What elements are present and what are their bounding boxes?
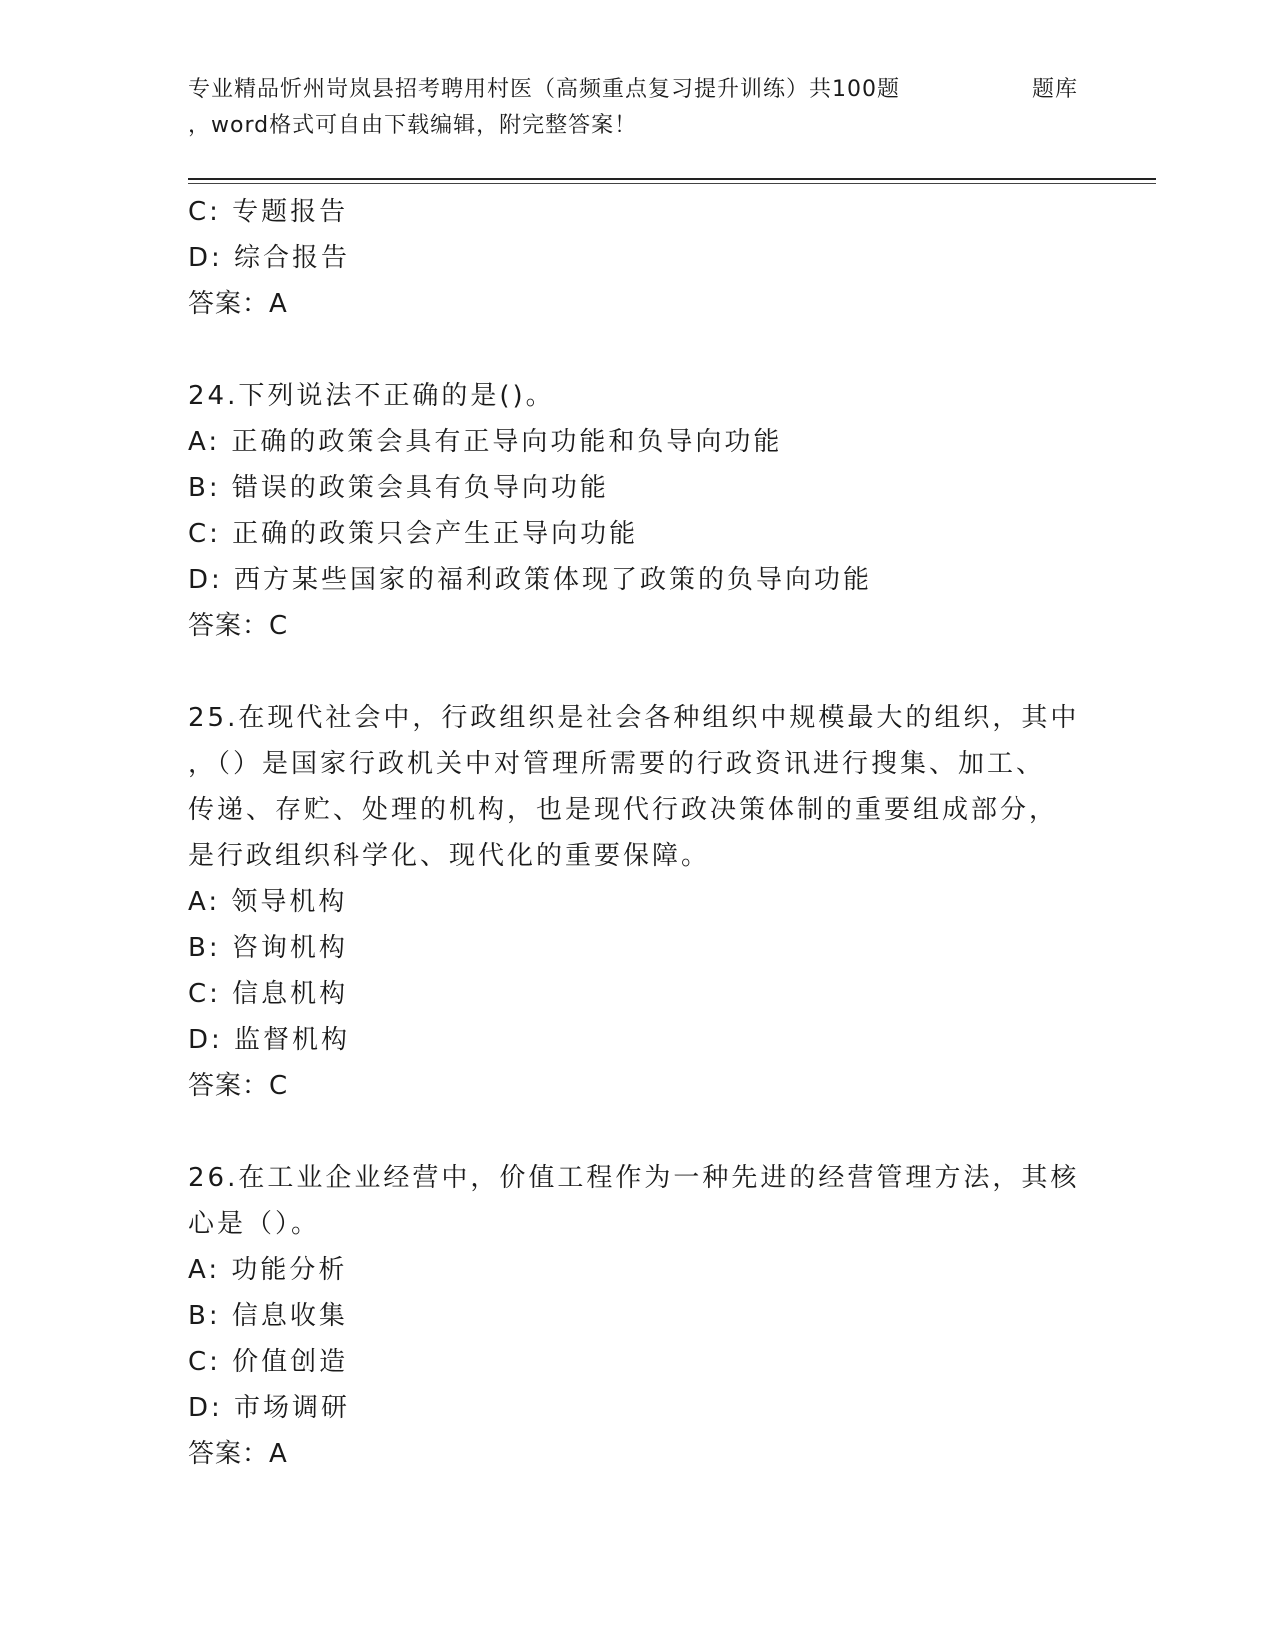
option-d: D: 监督机构 [188, 1025, 351, 1055]
question-text: 24.下列说法不正确的是()。 [188, 381, 555, 411]
question-block-24 [188, 373, 1108, 649]
answer-line: 答案：C [188, 611, 289, 641]
option-d: D: 市场调研 [188, 1393, 351, 1423]
question-block-25 [188, 695, 1108, 1109]
question-text: 是行政组织科学化、现代化的重要保障。 [188, 841, 711, 871]
header-title: 专业精品忻州岢岚县招考聘用村医（高频重点复习提升训练）共100题 [188, 77, 900, 102]
option-d: D: 综合报告 [188, 243, 351, 273]
question-list [188, 189, 1108, 1477]
question-text: 心是（）。 [188, 1209, 321, 1239]
answer-line: 答案：A [188, 289, 288, 319]
option-d: D: 西方某些国家的福利政策体现了政策的负导向功能 [188, 565, 873, 595]
option-a: A: 功能分析 [188, 1255, 348, 1285]
option-c: C: 信息机构 [188, 979, 349, 1009]
option-b: B: 错误的政策会具有负导向功能 [188, 473, 609, 503]
header-divider-thin [188, 183, 1156, 184]
question-text: ，（）是国家行政机关中对管理所需要的行政资讯进行搜集、加工、 [188, 749, 1046, 779]
answer-line: 答案：A [188, 1439, 288, 1469]
spacer [188, 327, 1108, 373]
question-text: 传递、存贮、处理的机构，也是现代行政决策体制的重要组成部分， [188, 795, 1059, 825]
option-c: C: 正确的政策只会产生正导向功能 [188, 519, 639, 549]
option-a: A: 领导机构 [188, 887, 348, 917]
question-text: 25.在现代社会中，行政组织是社会各种组织中规模最大的组织，其中 [188, 703, 1080, 733]
header-category: 题库 [1032, 77, 1079, 102]
option-b: B: 信息收集 [188, 1301, 348, 1331]
option-a: A: 正确的政策会具有正导向功能和负导向功能 [188, 427, 783, 457]
question-text: 26.在工业企业经营中，价值工程作为一种先进的经营管理方法，其核 [188, 1163, 1080, 1193]
option-c: C: 专题报告 [188, 197, 349, 227]
spacer [188, 1109, 1108, 1155]
option-b: B: 咨询机构 [188, 933, 348, 963]
document-header [188, 72, 1088, 144]
spacer [188, 649, 1108, 695]
question-block-26 [188, 1155, 1108, 1477]
header-title-line-2: ，word格式可自由下载编辑，附完整答案！ [188, 113, 638, 138]
header-title-line-1 [188, 72, 1088, 108]
header-divider-thick [188, 178, 1156, 180]
option-c: C: 价值创造 [188, 1347, 349, 1377]
question-block-23 [188, 189, 1108, 327]
answer-line: 答案：C [188, 1071, 289, 1101]
